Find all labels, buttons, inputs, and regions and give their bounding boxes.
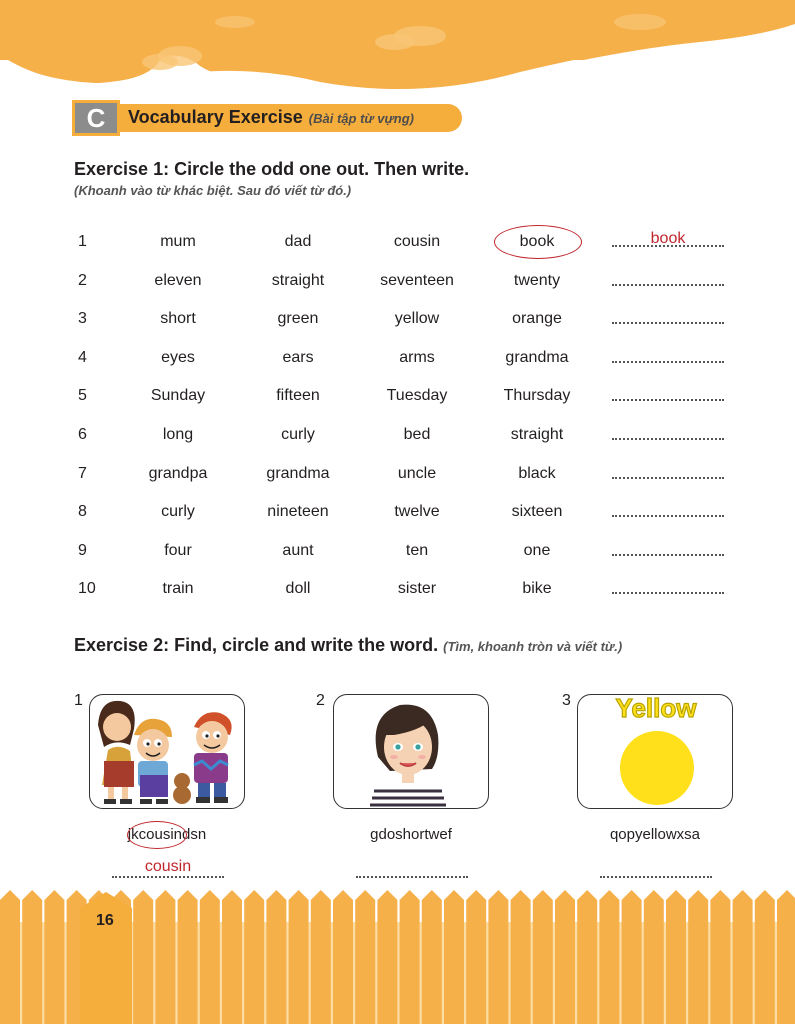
write-line-picture3[interactable] xyxy=(600,876,712,878)
row-number: 10 xyxy=(78,580,96,598)
answer-circle-picture1 xyxy=(127,821,187,849)
word-option[interactable]: Tuesday xyxy=(386,387,448,405)
picture-label-yellow: Yellow xyxy=(615,694,697,723)
header-cloud-banner xyxy=(0,0,795,90)
word-option[interactable]: short xyxy=(160,310,196,328)
word-option[interactable]: twenty xyxy=(513,271,561,289)
section-title: Vocabulary Exercise (Bài tập từ vựng) xyxy=(128,107,415,127)
section-letter-badge: C xyxy=(72,100,120,136)
row-number: 2 xyxy=(78,271,87,289)
exercise2-subtitle: (Tìm, khoanh tròn và viết từ.) xyxy=(443,639,623,654)
word-option[interactable]: train xyxy=(162,580,194,598)
word-option[interactable]: dad xyxy=(284,233,312,250)
letter-puzzle-3: qopyellowxsa xyxy=(609,826,701,843)
word-option[interactable]: seventeen xyxy=(380,271,454,289)
write-line[interactable] xyxy=(612,515,724,517)
answer-circle-row1 xyxy=(494,225,582,259)
write-line[interactable] xyxy=(612,477,724,479)
word-option[interactable]: ears xyxy=(282,348,314,366)
row-number: 7 xyxy=(78,464,87,482)
word-option[interactable]: four xyxy=(164,541,192,559)
word-option[interactable]: long xyxy=(162,426,194,443)
word-option[interactable]: grandma xyxy=(505,348,569,366)
letter-puzzle-1: jkcousindsn xyxy=(127,826,207,843)
page-number: 16 xyxy=(96,912,114,929)
exercise2-title: Exercise 2: Find, circle and write the word. (Tìm, khoanh tròn và viết từ.) xyxy=(74,635,623,655)
answer-row1: book xyxy=(650,230,686,247)
three-children-illustration xyxy=(90,695,245,809)
row-number: 5 xyxy=(78,387,87,405)
exercise1-subtitle: (Khoanh vào từ khác biệt. Sau đó viết từ đó.) xyxy=(74,183,352,198)
row-number: 1 xyxy=(78,233,87,250)
word-option[interactable]: grandma xyxy=(266,464,330,482)
word-option[interactable]: Thursday xyxy=(503,387,571,405)
write-line[interactable] xyxy=(612,322,724,324)
row-number: 9 xyxy=(78,541,87,559)
word-option[interactable]: book xyxy=(519,233,555,250)
word-option[interactable]: eyes xyxy=(161,348,195,366)
word-option[interactable]: eleven xyxy=(154,271,202,289)
picture-frame-2 xyxy=(333,694,489,809)
woman-portrait-illustration xyxy=(334,695,489,809)
picture-number-3: 3 xyxy=(562,692,571,709)
word-option[interactable]: doll xyxy=(285,580,311,598)
write-line[interactable] xyxy=(612,361,724,363)
word-option[interactable]: aunt xyxy=(282,541,314,559)
word-option[interactable]: green xyxy=(277,310,319,328)
word-option[interactable]: orange xyxy=(512,310,562,328)
word-option[interactable]: straight xyxy=(510,426,564,443)
write-line-picture2[interactable] xyxy=(356,876,468,878)
word-option[interactable]: one xyxy=(523,541,551,559)
yellow-circle xyxy=(620,731,694,805)
write-line[interactable] xyxy=(612,284,724,286)
word-option[interactable]: yellow xyxy=(394,310,440,328)
answer-picture1: cousin xyxy=(144,858,192,875)
word-option[interactable]: curly xyxy=(161,503,195,521)
write-line-picture1[interactable] xyxy=(112,876,224,878)
word-option[interactable]: fifteen xyxy=(276,387,320,405)
picture-number-1: 1 xyxy=(74,692,83,709)
picture-number-2: 2 xyxy=(316,692,325,709)
word-option[interactable]: bed xyxy=(403,426,431,443)
word-option[interactable]: cousin xyxy=(393,233,441,250)
word-option[interactable]: sixteen xyxy=(511,503,563,521)
word-option[interactable]: nineteen xyxy=(267,503,329,521)
picture-frame-3 xyxy=(577,694,733,809)
word-option[interactable]: curly xyxy=(281,426,315,443)
section-subtitle: (Bài tập từ vựng) xyxy=(308,111,415,126)
write-line[interactable] xyxy=(612,554,724,556)
write-line[interactable] xyxy=(612,399,724,401)
word-option[interactable]: ten xyxy=(405,541,429,559)
word-option[interactable]: uncle xyxy=(397,464,437,482)
word-option[interactable]: mum xyxy=(160,233,196,250)
row-number: 6 xyxy=(78,426,87,443)
word-option[interactable]: arms xyxy=(399,348,435,366)
exercise1-title: Exercise 1: Circle the odd one out. Then write. xyxy=(74,159,470,179)
word-option[interactable]: bike xyxy=(522,580,552,598)
picture-frame-1 xyxy=(89,694,245,809)
letter-puzzle-2: gdoshortwef xyxy=(370,826,452,843)
word-option[interactable]: grandpa xyxy=(148,464,208,482)
word-option[interactable]: Sunday xyxy=(150,387,206,405)
word-option[interactable]: twelve xyxy=(394,503,440,521)
write-line[interactable] xyxy=(612,438,724,440)
row-number: 3 xyxy=(78,310,87,328)
row-number: 4 xyxy=(78,348,87,366)
word-option[interactable]: straight xyxy=(271,271,325,289)
row-number: 8 xyxy=(78,503,87,521)
word-option[interactable]: sister xyxy=(397,580,437,598)
write-line[interactable] xyxy=(612,592,724,594)
word-option[interactable]: black xyxy=(518,464,556,482)
